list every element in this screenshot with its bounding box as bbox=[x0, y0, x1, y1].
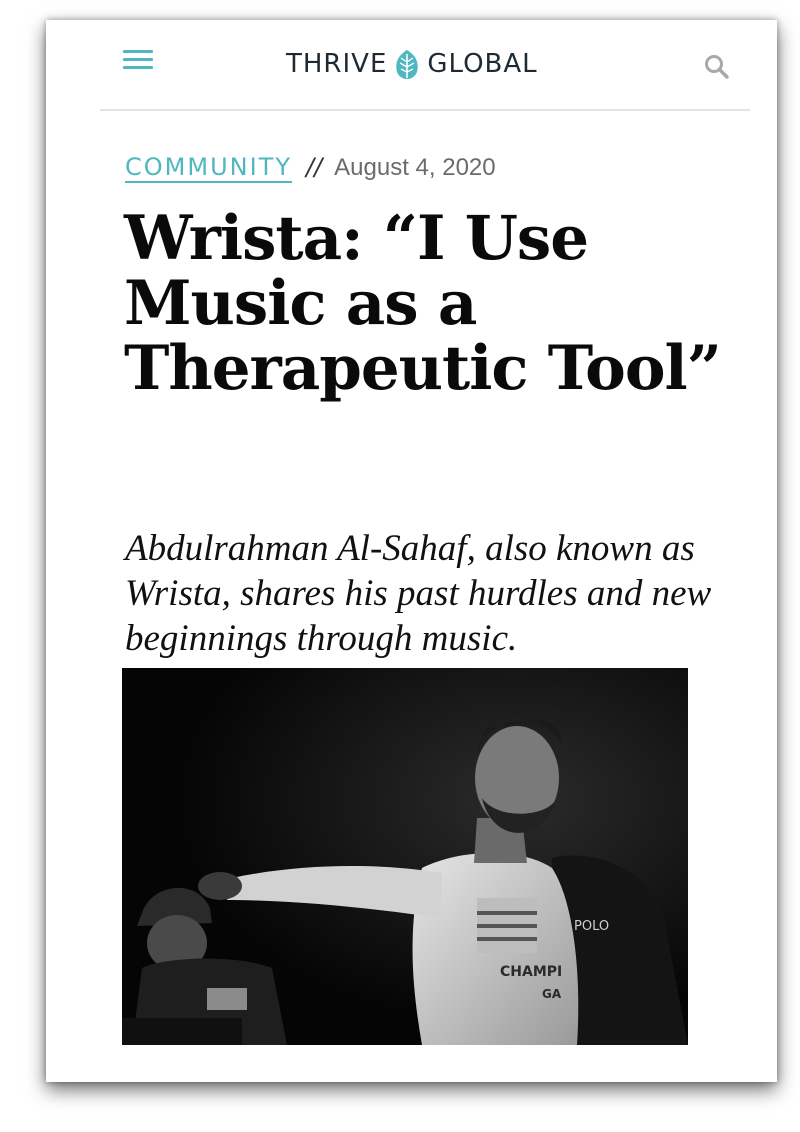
publish-date: August 4, 2020 bbox=[334, 154, 496, 181]
logo-text-global: GLOBAL bbox=[427, 49, 538, 79]
article-meta bbox=[125, 153, 496, 189]
search-icon[interactable] bbox=[704, 54, 730, 80]
shirt-text-ga: GA bbox=[542, 987, 562, 1001]
hero-photo-illustration bbox=[122, 668, 688, 1045]
shirt-text-champ: CHAMPI bbox=[500, 964, 563, 980]
article-card bbox=[46, 20, 777, 1082]
site-logo[interactable] bbox=[286, 46, 538, 82]
site-header bbox=[100, 20, 750, 111]
logo-text-thrive: THRIVE bbox=[286, 49, 388, 79]
shirt-text-polo: POLO bbox=[574, 919, 610, 934]
article-subtitle: Abdulrahman Al-Sahaf, also known as Wrista, shares his past hurdles and new beginnings through music. bbox=[125, 528, 712, 659]
category-link[interactable]: COMMUNITY bbox=[125, 153, 292, 181]
article-title: Wrista: “I Use Music as a Therapeutic Tool” bbox=[124, 203, 721, 404]
meta-separator: // bbox=[305, 153, 323, 181]
hamburger-menu-icon[interactable] bbox=[123, 50, 153, 70]
leaf-icon bbox=[393, 48, 421, 80]
hero-image bbox=[122, 668, 688, 1045]
